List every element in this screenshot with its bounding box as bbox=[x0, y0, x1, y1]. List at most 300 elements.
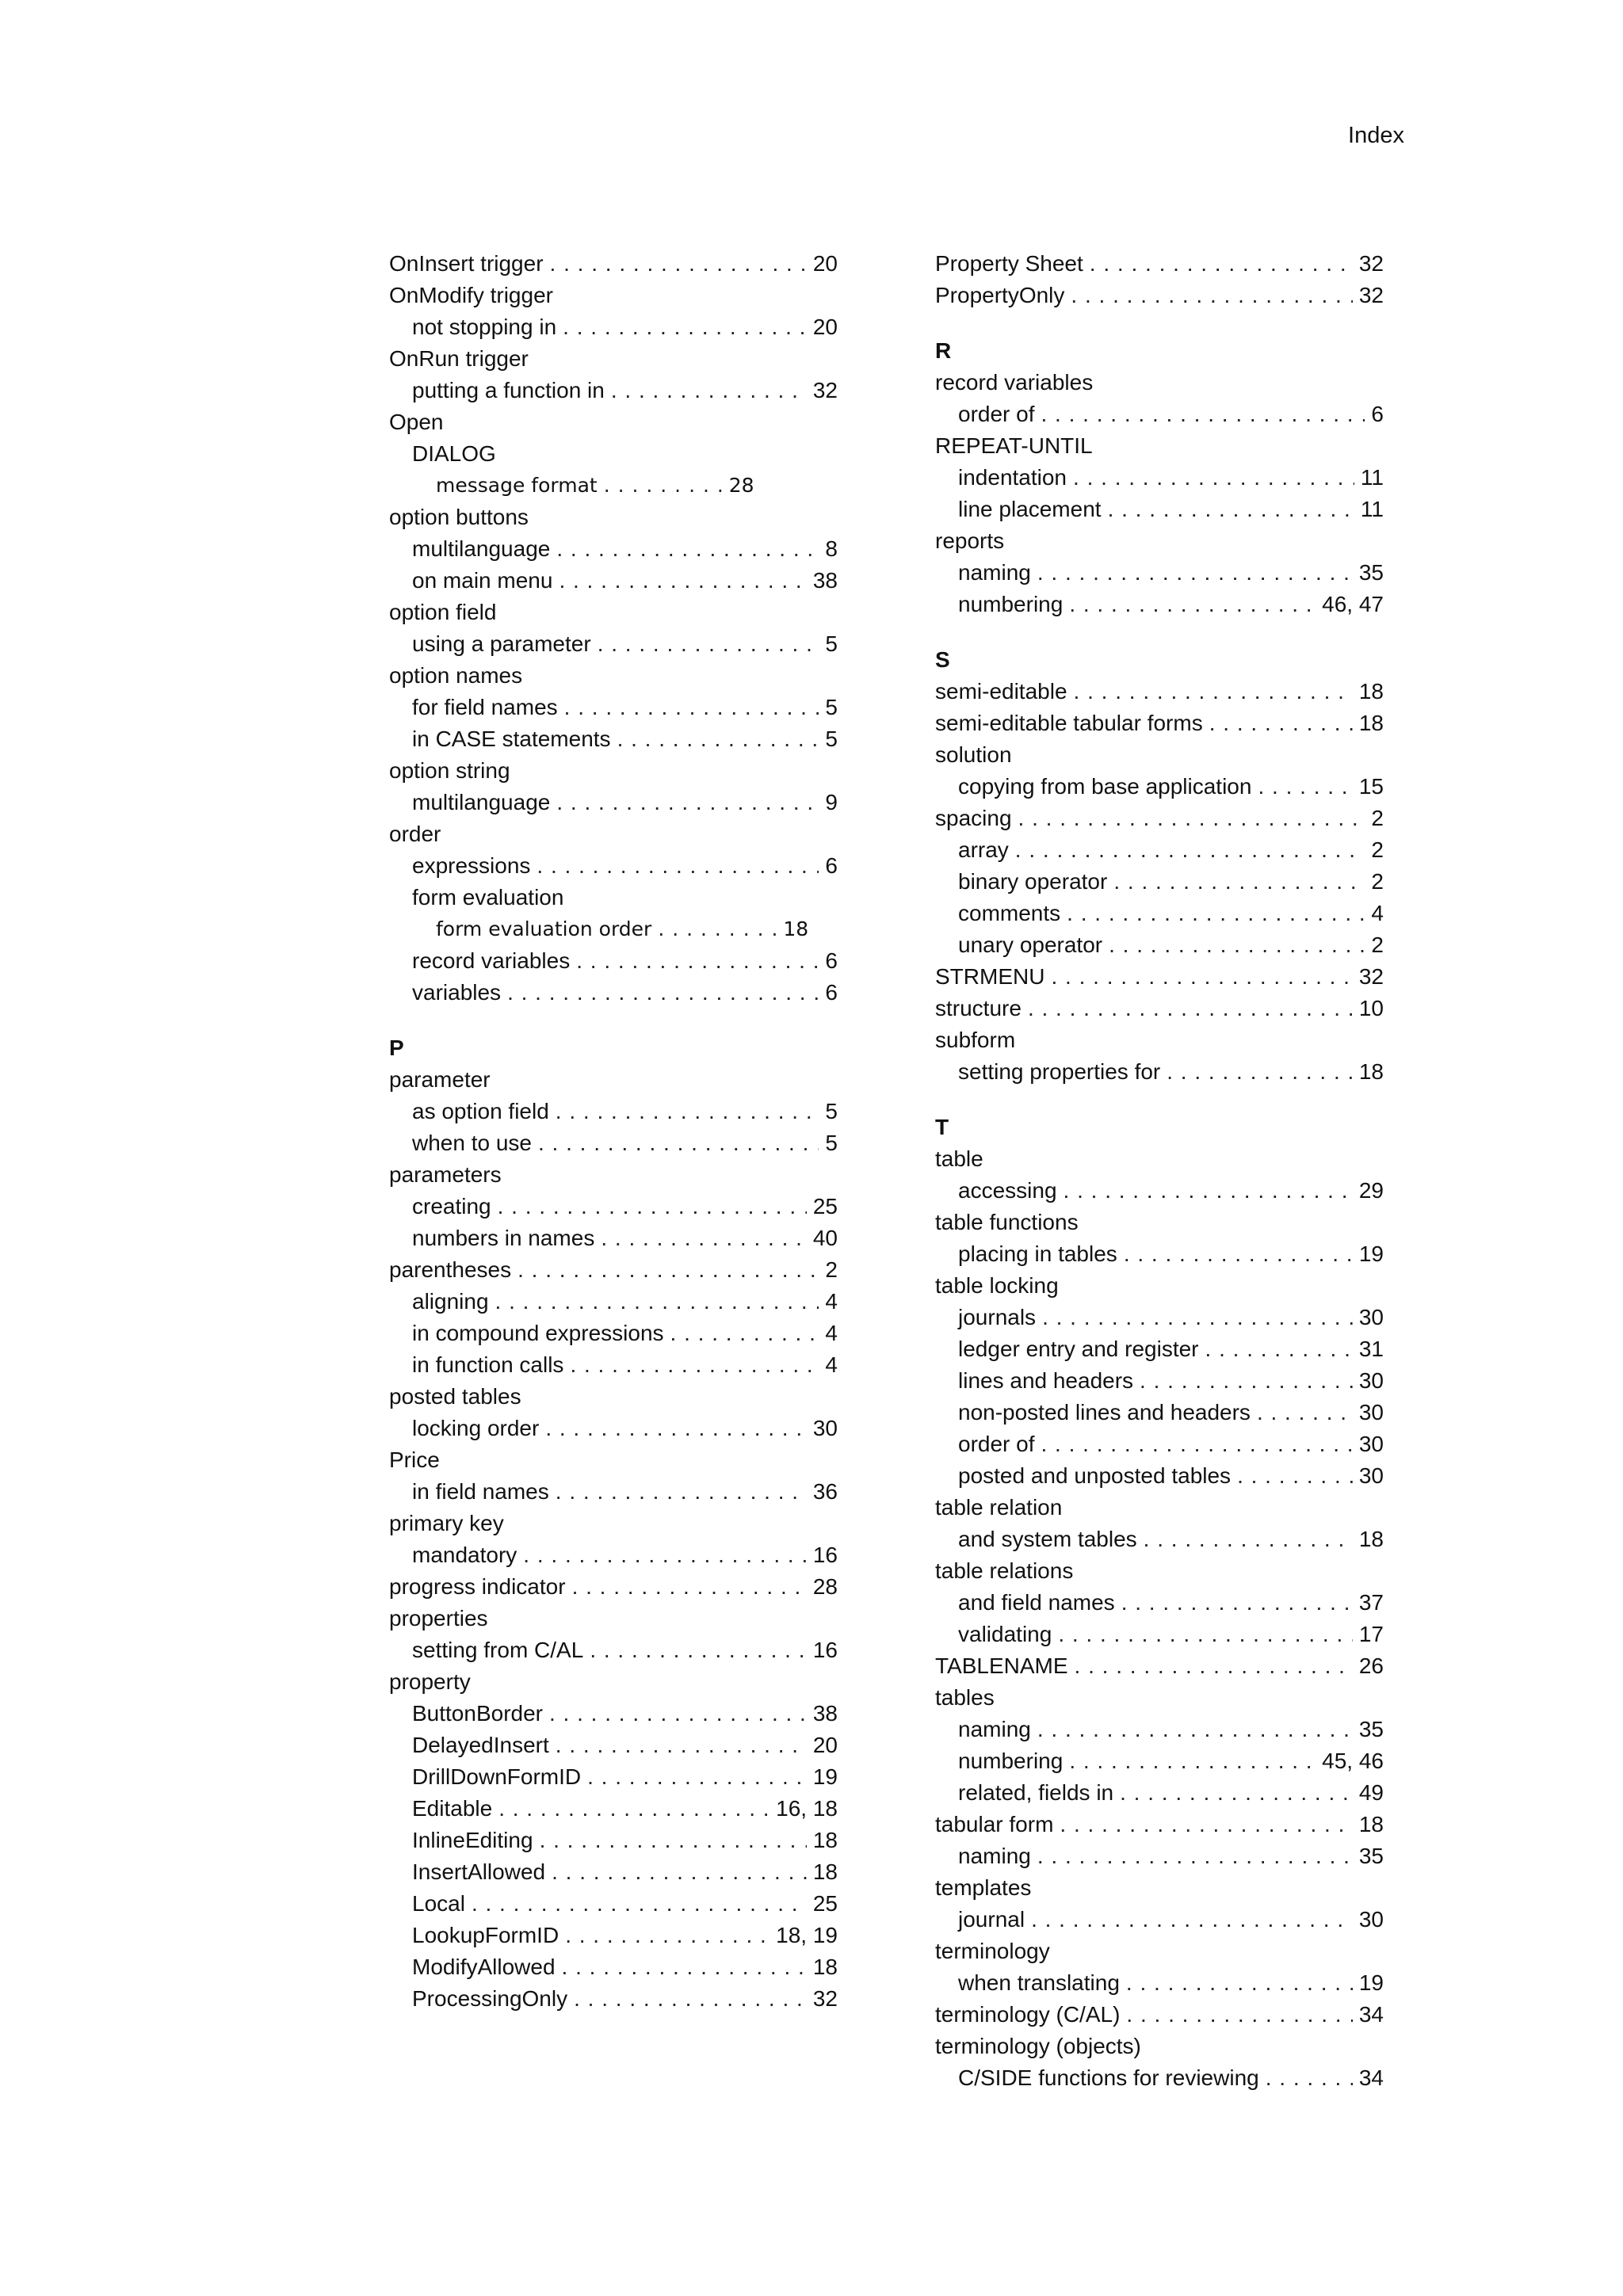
index-entry bbox=[935, 993, 1384, 1024]
page-reference: 20 bbox=[812, 251, 838, 276]
page-reference: 6 bbox=[825, 980, 838, 1005]
page-reference: 28 bbox=[728, 474, 754, 497]
page-reference: 18 bbox=[1358, 679, 1384, 704]
page-reference: 34 bbox=[1358, 2002, 1384, 2027]
index-term: placing in tables bbox=[958, 1241, 1117, 1266]
dot-leader bbox=[498, 1793, 769, 1825]
page-reference: 26 bbox=[1358, 1653, 1384, 1678]
index-term: TABLENAME bbox=[935, 1653, 1068, 1678]
index-term: DelayedInsert bbox=[412, 1733, 549, 1757]
dot-leader bbox=[1120, 1777, 1353, 1809]
index-entry bbox=[389, 1413, 838, 1444]
page-reference: 18 bbox=[1358, 1059, 1384, 1084]
index-term: progress indicator bbox=[389, 1574, 566, 1599]
dot-leader bbox=[545, 1413, 807, 1444]
dot-leader bbox=[1069, 589, 1316, 620]
dot-leader bbox=[1058, 1619, 1353, 1650]
dot-leader bbox=[556, 1096, 819, 1127]
dot-leader bbox=[550, 248, 807, 280]
dot-leader bbox=[1037, 557, 1353, 589]
index-entry bbox=[935, 1175, 1384, 1207]
page-reference: 49 bbox=[1358, 1780, 1384, 1805]
index-term: ModifyAllowed bbox=[412, 1955, 556, 1979]
index-section-heading: S bbox=[935, 647, 950, 672]
page-reference: 30 bbox=[1358, 1463, 1384, 1488]
index-entry bbox=[935, 1302, 1384, 1333]
page-reference: 2 bbox=[1371, 933, 1384, 957]
index-term: parentheses bbox=[389, 1257, 512, 1282]
index-term: in compound expressions bbox=[412, 1321, 664, 1345]
index-term: indentation bbox=[958, 465, 1067, 490]
dot-leader bbox=[587, 1761, 807, 1793]
page-reference: 32 bbox=[1358, 251, 1384, 276]
index-entry bbox=[935, 1428, 1384, 1460]
page-reference: 31 bbox=[1358, 1337, 1384, 1361]
index-entry bbox=[389, 913, 838, 945]
index-entry bbox=[935, 1619, 1384, 1650]
dot-leader bbox=[1266, 2062, 1353, 2094]
index-entry bbox=[935, 430, 1384, 462]
index-entry bbox=[389, 1983, 838, 2015]
index-entry bbox=[935, 1650, 1384, 1682]
index-entry bbox=[935, 929, 1384, 961]
index-term: option names bbox=[389, 663, 523, 688]
index-term: accessing bbox=[958, 1178, 1057, 1203]
index-term: on main menu bbox=[412, 568, 553, 593]
index-term: variables bbox=[412, 980, 502, 1005]
index-term: solution bbox=[935, 742, 1012, 767]
index-term: OnModify trigger bbox=[389, 283, 553, 307]
index-term: OnInsert trigger bbox=[389, 251, 544, 276]
dot-leader bbox=[1067, 898, 1365, 929]
index-column-left bbox=[389, 248, 838, 2015]
index-term: and field names bbox=[958, 1590, 1115, 1615]
dot-leader bbox=[1069, 1745, 1316, 1777]
index-entry bbox=[935, 1056, 1384, 1088]
index-term: properties bbox=[389, 1606, 488, 1630]
index-term: reports bbox=[935, 528, 1005, 553]
index-term: journal bbox=[958, 1907, 1025, 1932]
index-term: parameters bbox=[389, 1162, 502, 1187]
page-reference: 5 bbox=[825, 1099, 838, 1123]
index-term: as option field bbox=[412, 1099, 549, 1123]
page-reference: 29 bbox=[1358, 1178, 1384, 1203]
index-entry bbox=[935, 1207, 1384, 1238]
page-reference: 25 bbox=[812, 1194, 838, 1219]
index-term: non-posted lines and headers bbox=[958, 1400, 1251, 1425]
index-term: ledger entry and register bbox=[958, 1337, 1199, 1361]
index-term: parameter bbox=[389, 1067, 491, 1092]
page-reference: 18 bbox=[812, 1828, 838, 1852]
index-entry bbox=[935, 1714, 1384, 1745]
index-term: setting from C/AL bbox=[412, 1638, 584, 1662]
index-term: OnRun trigger bbox=[389, 346, 529, 371]
index-entry bbox=[389, 945, 838, 977]
dot-leader bbox=[611, 375, 807, 406]
index-term: mandatory bbox=[412, 1543, 517, 1567]
index-term: related, fields in bbox=[958, 1780, 1114, 1805]
dot-leader bbox=[572, 1571, 807, 1603]
page-reference: 4 bbox=[825, 1321, 838, 1345]
index-entry bbox=[389, 1761, 838, 1793]
index-term: primary key bbox=[389, 1511, 504, 1535]
index-term: for field names bbox=[412, 695, 558, 719]
page-reference: 2 bbox=[825, 1257, 838, 1282]
index-term: form evaluation bbox=[412, 885, 564, 910]
dot-leader bbox=[658, 913, 777, 945]
dot-leader bbox=[507, 977, 819, 1009]
page-reference: 5 bbox=[825, 695, 838, 719]
page-reference: 35 bbox=[1358, 560, 1384, 585]
page-reference: 16, 18 bbox=[776, 1796, 838, 1821]
index-entry bbox=[389, 597, 838, 628]
dot-leader bbox=[1126, 1967, 1353, 1999]
page-reference: 11 bbox=[1360, 465, 1384, 490]
index-entry bbox=[389, 502, 838, 533]
index-entry bbox=[935, 1492, 1384, 1524]
index-term: and system tables bbox=[958, 1527, 1137, 1551]
page-reference: 4 bbox=[825, 1289, 838, 1314]
page-reference: 20 bbox=[812, 315, 838, 339]
index-term: aligning bbox=[412, 1289, 489, 1314]
page-reference: 19 bbox=[1358, 1241, 1384, 1266]
index-term: locking order bbox=[412, 1416, 540, 1440]
index-term: DrillDownFormID bbox=[412, 1764, 582, 1789]
index-entry bbox=[389, 660, 838, 692]
dot-leader bbox=[537, 850, 819, 882]
dot-leader bbox=[1037, 1714, 1353, 1745]
page-reference: 10 bbox=[1358, 996, 1384, 1020]
page-reference: 30 bbox=[1358, 1400, 1384, 1425]
index-term: STRMENU bbox=[935, 964, 1045, 989]
dot-leader bbox=[590, 1634, 807, 1666]
dot-leader bbox=[1071, 280, 1352, 311]
index-term: C/SIDE functions for reviewing bbox=[958, 2065, 1259, 2090]
index-entry bbox=[935, 1904, 1384, 1936]
page-reference: 9 bbox=[825, 790, 838, 814]
dot-leader bbox=[549, 1698, 807, 1730]
dot-leader bbox=[495, 1286, 819, 1318]
index-entry bbox=[935, 1397, 1384, 1428]
dot-leader bbox=[1060, 1809, 1352, 1840]
index-term: naming bbox=[958, 560, 1031, 585]
dot-leader bbox=[1051, 961, 1352, 993]
index-term: in field names bbox=[412, 1479, 549, 1504]
dot-leader bbox=[1041, 1428, 1353, 1460]
dot-leader bbox=[617, 723, 819, 755]
page-reference: 15 bbox=[1358, 774, 1384, 799]
index-entry bbox=[935, 739, 1384, 771]
index-entry bbox=[935, 557, 1384, 589]
index-term: setting properties for bbox=[958, 1059, 1161, 1084]
index-entry bbox=[389, 1286, 838, 1318]
index-term: semi-editable bbox=[935, 679, 1067, 704]
index-entry bbox=[389, 723, 838, 755]
index-term: REPEAT-UNTIL bbox=[935, 433, 1093, 458]
page-reference: 35 bbox=[1358, 1844, 1384, 1868]
dot-leader bbox=[1126, 1999, 1352, 2031]
index-entry bbox=[389, 818, 838, 850]
index-entry bbox=[389, 1096, 838, 1127]
dot-leader bbox=[1258, 771, 1352, 803]
index-term: not stopping in bbox=[412, 315, 557, 339]
index-term: posted tables bbox=[389, 1384, 521, 1409]
dot-leader bbox=[598, 628, 819, 660]
index-term: message format bbox=[436, 474, 598, 497]
index-entry bbox=[389, 1856, 838, 1888]
page-reference: 18 bbox=[1358, 1812, 1384, 1836]
dot-leader bbox=[1205, 1333, 1353, 1365]
page-reference: 30 bbox=[1358, 1432, 1384, 1456]
index-entry bbox=[389, 343, 838, 375]
index-term: InsertAllowed bbox=[412, 1859, 546, 1884]
index-term: spacing bbox=[935, 806, 1012, 830]
dot-leader bbox=[556, 533, 819, 565]
index-entry bbox=[935, 1936, 1384, 1967]
dot-leader bbox=[540, 1825, 807, 1856]
dot-leader bbox=[1074, 676, 1353, 707]
index-entry bbox=[935, 1024, 1384, 1056]
index-entry bbox=[935, 803, 1384, 834]
index-entry bbox=[935, 961, 1384, 993]
page-reference: 38 bbox=[812, 1701, 838, 1726]
index-term: comments bbox=[958, 901, 1061, 925]
index-entry bbox=[935, 1238, 1384, 1270]
page-reference: 40 bbox=[812, 1226, 838, 1250]
index-term: numbering bbox=[958, 1749, 1064, 1773]
index-term: InlineEditing bbox=[412, 1828, 533, 1852]
index-entry bbox=[389, 1539, 838, 1571]
index-entry bbox=[935, 525, 1384, 557]
index-term: numbering bbox=[958, 592, 1064, 616]
index-term: order of bbox=[958, 402, 1035, 426]
index-entry bbox=[935, 1682, 1384, 1714]
index-entry bbox=[389, 1825, 838, 1856]
index-term: tabular form bbox=[935, 1812, 1054, 1836]
page-reference: 16 bbox=[812, 1638, 838, 1662]
index-term: ProcessingOnly bbox=[412, 1986, 568, 2011]
index-entry bbox=[935, 1745, 1384, 1777]
page-reference: 18 bbox=[783, 917, 809, 940]
index-term: when to use bbox=[412, 1131, 532, 1155]
index-entry bbox=[935, 589, 1384, 620]
index-entry bbox=[389, 1793, 838, 1825]
index-entry bbox=[935, 1524, 1384, 1555]
index-term: numbers in names bbox=[412, 1226, 595, 1250]
index-entry bbox=[389, 533, 838, 565]
page-reference: 32 bbox=[812, 378, 838, 402]
index-term: PropertyOnly bbox=[935, 283, 1065, 307]
index-entry bbox=[935, 1872, 1384, 1904]
index-entry bbox=[389, 1508, 838, 1539]
page-reference: 25 bbox=[812, 1891, 838, 1916]
page-reference: 32 bbox=[1358, 964, 1384, 989]
index-term: lines and headers bbox=[958, 1368, 1134, 1393]
index-term: terminology (C/AL) bbox=[935, 2002, 1121, 2027]
index-term: journals bbox=[958, 1305, 1037, 1329]
index-entry bbox=[389, 850, 838, 882]
dot-leader bbox=[1109, 929, 1365, 961]
dot-leader bbox=[1121, 1587, 1353, 1619]
dot-leader bbox=[601, 1222, 807, 1254]
index-entry bbox=[389, 1318, 838, 1349]
index-term: binary operator bbox=[958, 869, 1108, 894]
dot-leader bbox=[1075, 1650, 1353, 1682]
index-term: record variables bbox=[935, 370, 1094, 395]
index-entry bbox=[389, 1191, 838, 1222]
page-reference: 4 bbox=[825, 1352, 838, 1377]
index-term: when translating bbox=[958, 1970, 1120, 1995]
page-reference: 32 bbox=[1358, 283, 1384, 307]
page-reference: 28 bbox=[812, 1574, 838, 1599]
dot-leader bbox=[1108, 494, 1354, 525]
index-entry bbox=[935, 1555, 1384, 1587]
index-term: subform bbox=[935, 1028, 1016, 1052]
index-term: ButtonBorder bbox=[412, 1701, 543, 1726]
page-reference: 6 bbox=[1371, 402, 1384, 426]
dot-leader bbox=[1237, 1460, 1353, 1492]
index-entry bbox=[389, 1634, 838, 1666]
dot-leader bbox=[570, 1349, 819, 1381]
index-term: naming bbox=[958, 1844, 1031, 1868]
dot-leader bbox=[1257, 1397, 1353, 1428]
index-entry bbox=[935, 248, 1384, 280]
dot-leader bbox=[517, 1254, 819, 1286]
index-term: copying from base application bbox=[958, 774, 1252, 799]
page-reference: 4 bbox=[1371, 901, 1384, 925]
dot-leader bbox=[498, 1191, 807, 1222]
index-term: option field bbox=[389, 600, 497, 624]
index-entry bbox=[935, 1840, 1384, 1872]
page-reference: 30 bbox=[1358, 1368, 1384, 1393]
page-reference: 18 bbox=[812, 1859, 838, 1884]
index-entry bbox=[935, 834, 1384, 866]
index-term: DIALOG bbox=[412, 441, 496, 466]
dot-leader bbox=[563, 311, 807, 343]
index-entry bbox=[935, 1809, 1384, 1840]
page-reference: 46, 47 bbox=[1322, 592, 1384, 616]
running-head-title: Index bbox=[1348, 123, 1404, 148]
dot-leader bbox=[574, 1983, 807, 2015]
index-entry bbox=[389, 1381, 838, 1413]
index-term: Price bbox=[389, 1447, 440, 1472]
index-entry bbox=[389, 1127, 838, 1159]
index-section-heading: R bbox=[935, 338, 952, 363]
dot-leader bbox=[1113, 866, 1365, 898]
dot-leader bbox=[556, 1476, 807, 1508]
dot-leader bbox=[1140, 1365, 1353, 1397]
index-entry bbox=[389, 375, 838, 406]
dot-leader bbox=[538, 1127, 819, 1159]
index-entry bbox=[389, 1698, 838, 1730]
index-entry bbox=[389, 1444, 838, 1476]
index-term: option buttons bbox=[389, 505, 529, 529]
index-entry bbox=[389, 787, 838, 818]
page-reference: 18, 19 bbox=[776, 1923, 838, 1947]
page-reference: 18 bbox=[1358, 1527, 1384, 1551]
index-entry bbox=[935, 280, 1384, 311]
index-entry bbox=[389, 628, 838, 660]
index-term: order bbox=[389, 822, 441, 846]
page-reference: 8 bbox=[825, 536, 838, 561]
index-section-heading: T bbox=[935, 1115, 949, 1139]
page-reference: 35 bbox=[1358, 1717, 1384, 1741]
dot-leader bbox=[1018, 803, 1365, 834]
index-entry bbox=[935, 866, 1384, 898]
dot-leader bbox=[1144, 1524, 1353, 1555]
index-term: semi-editable tabular forms bbox=[935, 711, 1203, 735]
page-reference: 5 bbox=[825, 727, 838, 751]
index-term: templates bbox=[935, 1875, 1032, 1900]
index-term: structure bbox=[935, 996, 1022, 1020]
index-term: unary operator bbox=[958, 933, 1103, 957]
page-reference: 34 bbox=[1358, 2065, 1384, 2090]
index-entry bbox=[389, 1730, 838, 1761]
index-term: putting a function in bbox=[412, 378, 605, 402]
index-term: form evaluation order bbox=[436, 917, 652, 940]
index-entry bbox=[935, 399, 1384, 430]
dot-leader bbox=[559, 565, 806, 597]
index-entry bbox=[389, 248, 838, 280]
index-entry bbox=[935, 1365, 1384, 1397]
dot-leader bbox=[1031, 1904, 1353, 1936]
page-reference: 5 bbox=[825, 631, 838, 656]
index-entry bbox=[389, 1571, 838, 1603]
dot-leader bbox=[576, 945, 819, 977]
index-entry bbox=[935, 1270, 1384, 1302]
index-term: multilanguage bbox=[412, 790, 551, 814]
index-term: in function calls bbox=[412, 1352, 564, 1377]
index-entry bbox=[389, 311, 838, 343]
index-entry bbox=[389, 1603, 838, 1634]
page-reference: 18 bbox=[812, 1955, 838, 1979]
index-entry bbox=[935, 1460, 1384, 1492]
page-reference: 6 bbox=[825, 853, 838, 878]
index-entry bbox=[389, 280, 838, 311]
dot-leader bbox=[1064, 1175, 1353, 1207]
page-reference: 2 bbox=[1371, 837, 1384, 862]
page-reference: 30 bbox=[1358, 1305, 1384, 1329]
index-term: terminology bbox=[935, 1939, 1050, 1963]
dot-leader bbox=[565, 1920, 769, 1951]
dot-leader bbox=[472, 1888, 807, 1920]
dot-leader bbox=[1124, 1238, 1353, 1270]
index-entry bbox=[935, 707, 1384, 739]
page-reference: 38 bbox=[812, 568, 838, 593]
index-entry bbox=[935, 1587, 1384, 1619]
dot-leader bbox=[562, 1951, 807, 1983]
dot-leader bbox=[552, 1856, 807, 1888]
page-reference: 18 bbox=[1358, 711, 1384, 735]
index-term: property bbox=[389, 1669, 471, 1694]
page-reference: 30 bbox=[812, 1416, 838, 1440]
page-reference: 32 bbox=[812, 1986, 838, 2011]
index-entry bbox=[935, 1333, 1384, 1365]
page-reference: 16 bbox=[812, 1543, 838, 1567]
dot-leader bbox=[523, 1539, 807, 1571]
dot-leader bbox=[1041, 399, 1365, 430]
dot-leader bbox=[1073, 462, 1354, 494]
index-entry bbox=[389, 692, 838, 723]
index-term: table bbox=[935, 1146, 983, 1171]
index-term: array bbox=[958, 837, 1009, 862]
index-entry bbox=[389, 755, 838, 787]
dot-leader bbox=[1015, 834, 1365, 866]
index-entry bbox=[389, 406, 838, 438]
index-entry bbox=[389, 1476, 838, 1508]
index-term: tables bbox=[935, 1685, 995, 1710]
index-term: Property Sheet bbox=[935, 251, 1083, 276]
